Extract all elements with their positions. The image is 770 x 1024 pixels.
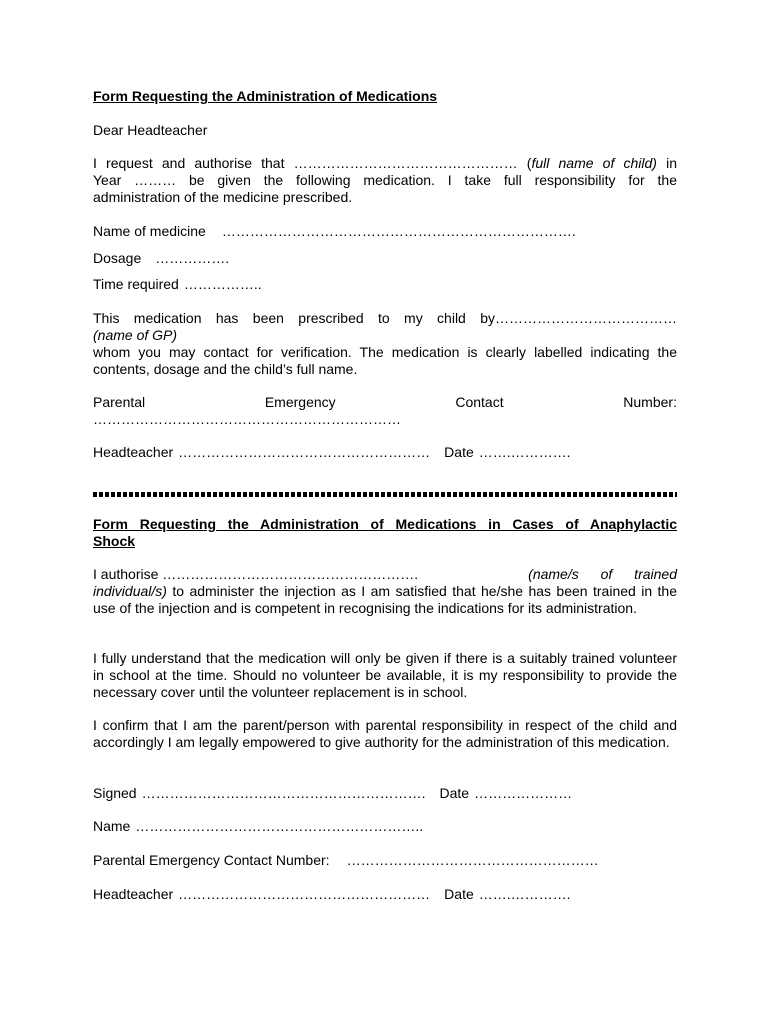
- medicine-row: [93, 223, 677, 240]
- time-label: Time required: [93, 276, 179, 292]
- emergency-word-1: Parental: [93, 394, 146, 410]
- signed-date-field[interactable]: …………………: [474, 785, 573, 801]
- form2-title: [93, 516, 677, 550]
- prescribed-line1: This medication has been prescribed to my child by…………………………………: [93, 310, 677, 326]
- emergency-word-4: Number:: [623, 394, 677, 410]
- emergency2-field[interactable]: ………………………………………………: [346, 852, 599, 868]
- medicine-label: Name of medicine: [93, 223, 206, 239]
- dosage-label: Dosage: [93, 250, 142, 266]
- request-line2: Year ……… be given the following medication. I take full responsibility for the: [93, 172, 677, 188]
- form1-salutation: Dear Headteacher: [93, 122, 208, 138]
- signed-field[interactable]: …………………………………………………….: [141, 785, 426, 801]
- form2-title-line2: Shock: [93, 533, 136, 549]
- request-line3: administration of the medicine prescribed.: [93, 189, 353, 205]
- verification-line1: whom you may contact for verification. The medication is clearly labelled indicating the: [93, 344, 677, 360]
- authorise-rest: to administer the injection as I am satisfied that he/she has been trained in the use of the injection and is competent in recognising the indications for its administration.: [93, 583, 677, 616]
- signed-date-label: Date: [439, 785, 470, 801]
- medicine-field[interactable]: ………………………………………………………………….: [221, 223, 576, 239]
- name-row: [93, 818, 677, 835]
- form1-title: Form Requesting the Administration of Medications: [93, 88, 438, 104]
- headteacher-field[interactable]: ………………………………………………: [178, 444, 431, 460]
- emergency-field[interactable]: …………………………………………………………: [93, 411, 401, 427]
- emergency2-row: [93, 852, 677, 869]
- form1-request-paragraph: [93, 155, 677, 206]
- authorise-text: I authorise ……………………………………………….: [93, 566, 419, 582]
- authorise-italic-2: individual/s): [93, 583, 167, 599]
- form2-title-line1: Form Requesting the Administration of Medications in Cases of Anaphylactic: [93, 516, 677, 532]
- name-field[interactable]: ……………………………………………………..: [135, 818, 424, 834]
- headteacher-row: [93, 444, 677, 461]
- time-row: [93, 276, 677, 293]
- dosage-row: [93, 250, 677, 267]
- date-label: Date: [444, 444, 474, 460]
- signed-row: [93, 785, 677, 802]
- confirm-paragraph: [93, 717, 677, 751]
- authorise-italic-1: (name/s of trained: [528, 566, 677, 582]
- date2-field[interactable]: …….………….: [478, 886, 571, 902]
- headteacher2-label: Headteacher: [93, 886, 174, 902]
- name-label: Name: [93, 818, 131, 834]
- understand-text: I fully understand that the medication will only be given if there is a suitably trained volunteer in school at the time. Should no volunteer be available, it is my responsibility to provide the necessary cover until the volunteer replacement is in school.: [93, 650, 677, 700]
- headteacher-label: Headteacher: [93, 444, 174, 460]
- headteacher2-field[interactable]: ………………………………………………: [178, 886, 431, 902]
- gp-italic: (name of GP): [93, 327, 178, 343]
- request-italic: full name of child): [531, 155, 657, 171]
- emergency2-label: Parental Emergency Contact Number:: [93, 852, 330, 868]
- dotted-divider: [93, 492, 677, 497]
- understand-paragraph: [93, 650, 677, 701]
- verification-line2: contents, dosage and the child’s full name.: [93, 361, 358, 377]
- date-field[interactable]: …….………….: [478, 444, 571, 460]
- headteacher2-row: [93, 886, 677, 903]
- dosage-field[interactable]: …………….: [155, 250, 230, 266]
- emergency-word-2: Emergency: [264, 394, 336, 410]
- emergency-word-3: Contact: [455, 394, 504, 410]
- time-field[interactable]: ……………..: [183, 276, 262, 292]
- prescribed-paragraph: [93, 310, 677, 378]
- emergency-contact-block: [93, 394, 677, 428]
- request-text-a: I request and authorise that ………………………………………… (: [93, 155, 532, 171]
- authorise-paragraph: [93, 566, 677, 617]
- date2-label: Date: [444, 886, 474, 902]
- request-text-b: in: [656, 155, 677, 171]
- signed-label: Signed: [93, 785, 137, 801]
- confirm-text: I confirm that I am the parent/person with parental responsibility in respect of the child and accordingly I am legally empowered to give authority for the administration of this medication.: [93, 717, 677, 750]
